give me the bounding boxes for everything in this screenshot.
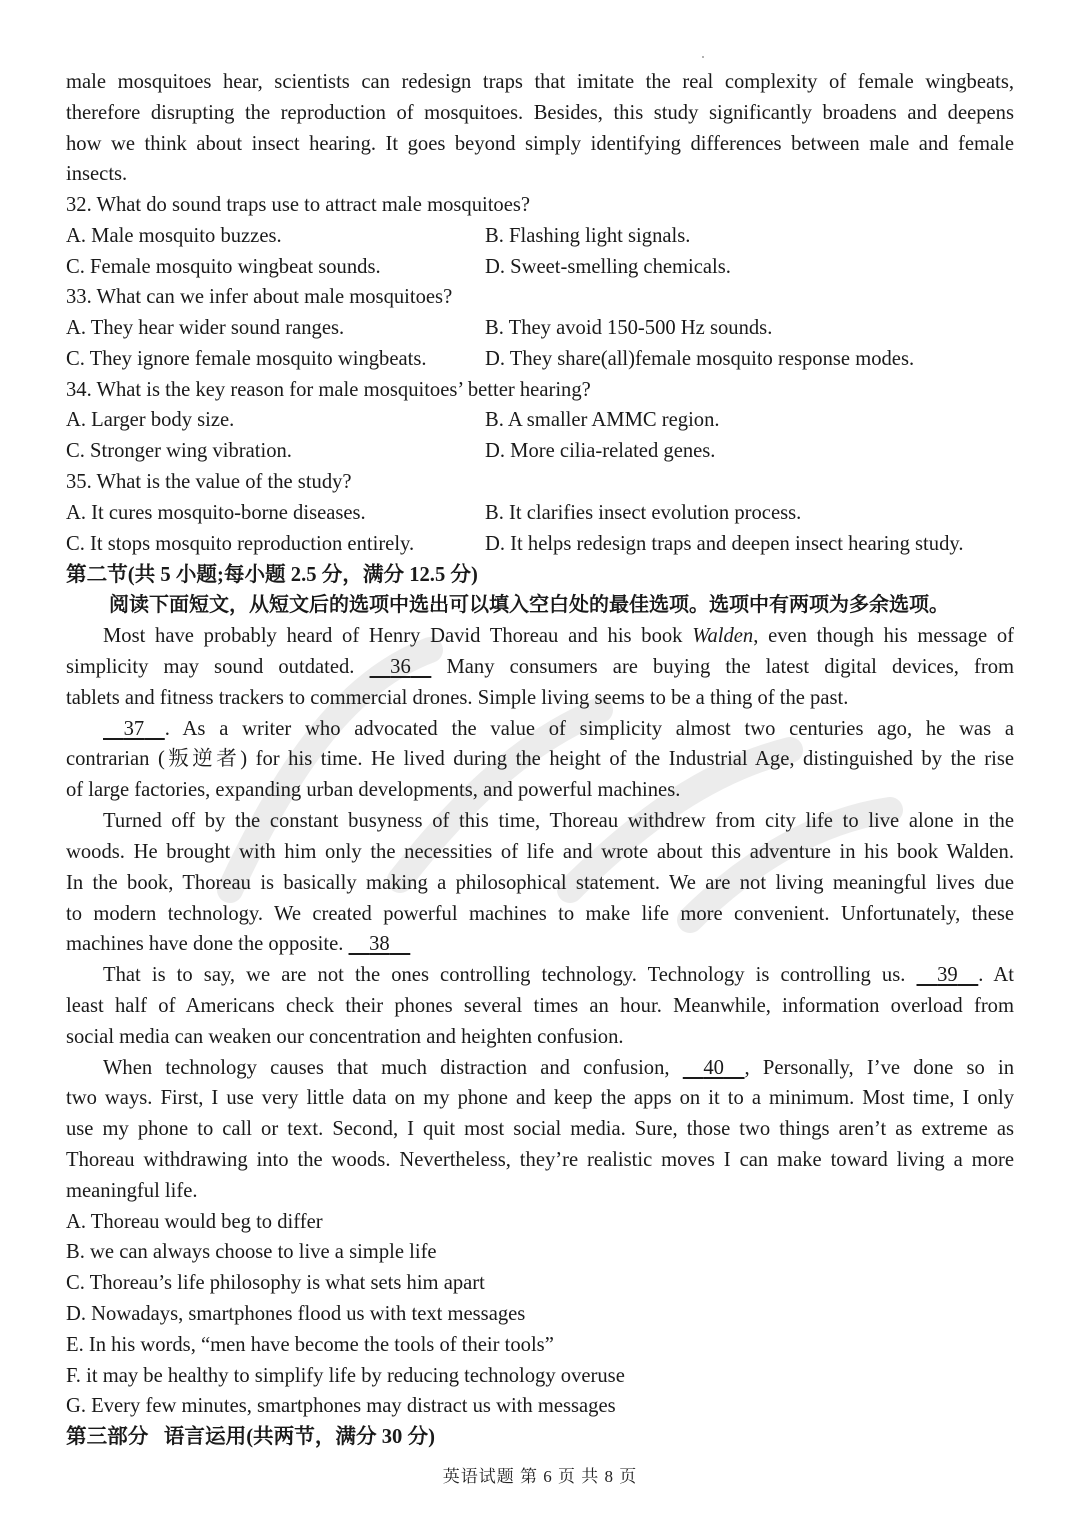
p1-text-d: Many consumers are buying the latest digital devices, from [431,656,1015,678]
question-32-row-1 [66,221,1014,252]
blank-38[interactable] [349,929,411,960]
q33-option-d[interactable]: D. They share(all)female mosquito response modes. [485,348,915,370]
q33-option-c[interactable]: C. They ignore female mosquito wingbeats. [66,348,427,370]
q35-option-d[interactable]: D. It helps redesign traps and deepen insect hearing study. [485,533,964,555]
passage-p3-line-2: woods. He brought with him only the necessities of life and wrote about this adventure in his book Walden. [66,841,1014,863]
q34-option-a[interactable]: A. Larger body size. [66,409,235,431]
q32-option-a[interactable]: A. Male mosquito buzzes. [66,225,282,247]
blank-39[interactable] [917,960,979,991]
blank-40[interactable] [683,1053,745,1084]
part-3-header: 第三部分 语言运用(共两节，满分 30 分) [66,1426,435,1448]
question-34-row-1 [66,405,1014,436]
q32-option-c[interactable]: C. Female mosquito wingbeat sounds. [66,256,381,278]
question-34-stem: 34. What is the key reason for male mosquitoes’ better hearing? [66,379,591,401]
p4-text-a: That is to say, we are not the ones controlling technology. Technology is controlling us. [103,964,917,986]
passage-p4-line-2: least half of Americans check their phones several times an hour. Meanwhile, information overload from [66,995,1014,1017]
choice-e[interactable]: E. In his words, “men have become the tools of their tools” [66,1334,554,1356]
section-2-header: 第二节(共 5 小题;每小题 2.5 分，满分 12.5 分) [66,564,478,586]
question-33-row-1 [66,313,1014,344]
q35-option-c[interactable]: C. It stops mosquito reproduction entirely. [66,533,415,555]
choice-c[interactable]: C. Thoreau’s life philosophy is what sets him apart [66,1272,485,1294]
passage-p3-line-3: In the book, Thoreau is basically making a philosophical statement. We are not living meaningful lives due [66,872,1014,894]
intro-line-4: insects. [66,163,128,185]
passage-p4-line-3: social media can weaken our concentration and heighten confusion. [66,1026,624,1048]
scan-speck [702,56,704,58]
q34-option-d[interactable]: D. More cilia-related genes. [485,440,716,462]
p2-text-a: . As a writer who advocated the value of simplicity almost two centuries ago, he was a [164,718,1014,740]
question-33-stem: 33. What can we infer about male mosquitoes? [66,286,453,308]
passage-p1-line-1 [103,621,1014,652]
passage-p5-line-4: Thoreau withdrawing into the woods. Nevertheless, they’re realistic moves I can make toward living a more [66,1149,1014,1171]
p5-text-b: , Personally, I’ve done so in [744,1057,1015,1079]
q35-option-a[interactable]: A. It cures mosquito-borne diseases. [66,502,366,524]
question-32-row-2 [66,252,1014,283]
passage-p4-line-1 [103,960,1014,991]
blank-38-number: 38 [369,933,390,955]
q33-option-b[interactable]: B. They avoid 150-500 Hz sounds. [485,317,773,339]
passage-p5-line-3: use my phone to call or text. Second, I quit most social media. Sure, those two things aren’t as extreme as [66,1118,1014,1140]
blank-37-number: 37 [123,718,145,740]
blank-37[interactable] [103,714,165,745]
question-35-row-2 [66,529,1014,560]
passage-p5-line-1 [103,1053,1014,1084]
passage-p5-line-5: meaningful life. [66,1180,198,1202]
question-35-row-1 [66,498,1014,529]
question-33-row-2 [66,344,1014,375]
p5-text-a: When technology causes that much distraction and confusion, [103,1057,683,1079]
passage-p3-line-4: to modern technology. We created powerful machines to make life more convenient. Unfortunately, these [66,903,1014,925]
intro-line-1: male mosquitoes hear, scientists can redesign traps that imitate the real complexity of female wingbeats, [66,71,1014,93]
p1-text-b: , even though his message of [753,625,1014,647]
passage-p3-line-5 [66,929,1014,960]
q34-option-c[interactable]: C. Stronger wing vibration. [66,440,292,462]
intro-line-3: how we think about insect hearing. It goes beyond simply identifying differences between male and female [66,133,1014,155]
blank-39-number: 39 [937,964,958,986]
passage-p1-line-3: tablets and fitness trackers to commercial drones. Simple living seems to be a thing of the past. [66,687,849,709]
p3-text-a: machines have done the opposite. [66,933,349,955]
choice-b[interactable]: B. we can always choose to live a simple life [66,1241,437,1263]
choice-f[interactable]: F. it may be healthy to simplify life by reducing technology overuse [66,1365,625,1387]
q35-option-b[interactable]: B. It clarifies insect evolution process. [485,502,802,524]
passage-p2-line-2: contrarian (叛逆者) for his time. He lived during the height of the Industrial Age, distinguished by the rise [66,748,1014,770]
choice-d[interactable]: D. Nowadays, smartphones flood us with text messages [66,1303,526,1325]
question-32-stem: 32. What do sound traps use to attract male mosquitoes? [66,194,531,216]
q32-option-d[interactable]: D. Sweet-smelling chemicals. [485,256,731,278]
book-title-walden: Walden [692,625,754,647]
blank-36-number: 36 [390,656,411,678]
p1-text-a: Most have probably heard of Henry David Thoreau and his book [103,625,693,647]
choice-g[interactable]: G. Every few minutes, smartphones may distract us with messages [66,1395,616,1417]
question-34-row-2 [66,436,1014,467]
section-2-instruction: 阅读下面短文，从短文后的选项中选出可以填入空白处的最佳选项。选项中有两项为多余选项。 [109,594,949,616]
passage-p2-line-1 [103,714,1014,745]
p1-text-c: simplicity may sound outdated. [66,656,370,678]
passage-p2-line-3: of large factories, expanding urban developments, and powerful machines. [66,779,681,801]
p4-text-b: . At [978,964,1014,986]
q33-option-a[interactable]: A. They hear wider sound ranges. [66,317,345,339]
passage-p1-line-2 [66,652,1014,683]
passage-p5-line-2: two ways. First, I use very little data on my phone and keep the apps on it to a minimum. Most time, I only [66,1087,1014,1109]
blank-36[interactable] [370,652,432,683]
question-35-stem: 35. What is the value of the study? [66,471,352,493]
intro-line-2: therefore disrupting the reproduction of mosquitoes. Besides, this study significantly broadens and deepens [66,102,1014,124]
q32-option-b[interactable]: B. Flashing light signals. [485,225,691,247]
q34-option-b[interactable]: B. A smaller AMMC region. [485,409,720,431]
choice-a[interactable]: A. Thoreau would beg to differ [66,1211,323,1233]
blank-40-number: 40 [703,1057,724,1079]
passage-p3-line-1: Turned off by the constant busyness of this time, Thoreau withdrew from city life to live alone in the [103,810,1014,832]
page-footer: 英语试题 第 6 页 共 8 页 [442,1467,638,1486]
